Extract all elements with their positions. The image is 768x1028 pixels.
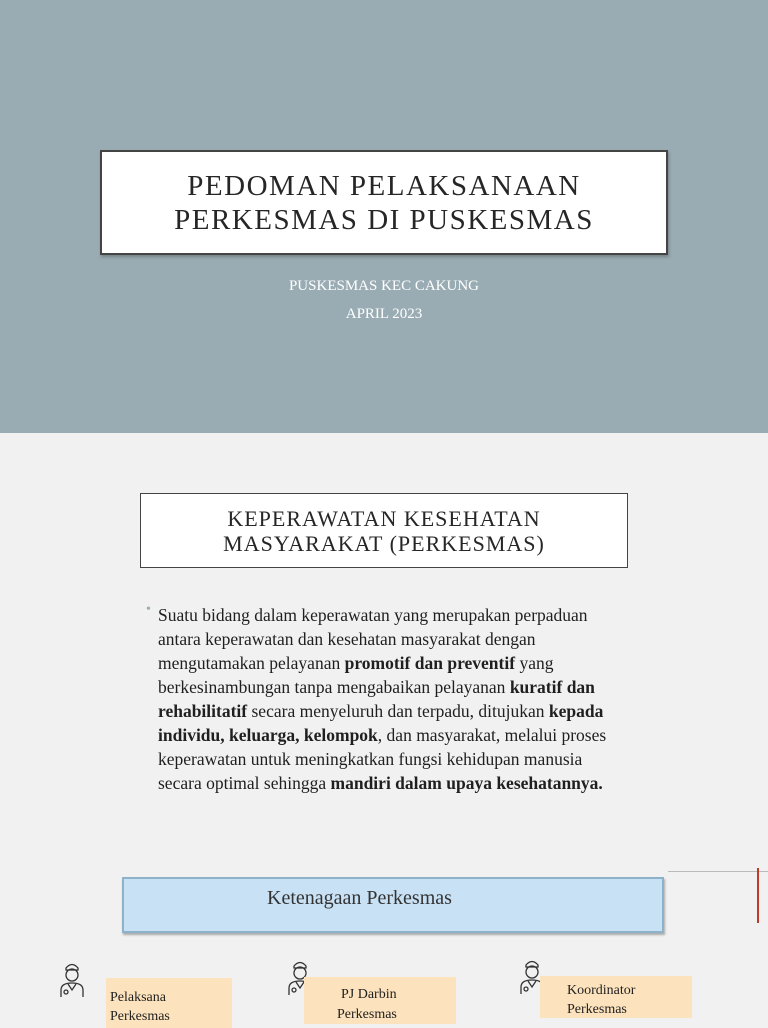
role-label-line-1: Pelaksana [110, 990, 166, 1005]
role-box-pj-darbin [304, 977, 456, 1024]
accent-line [757, 868, 759, 923]
para-bold-target: kepada individu, keluarga, kelompok [158, 701, 604, 745]
role-label-line-1: Koordinator [567, 983, 636, 998]
title-line-1: PEDOMAN PELAKSANAAN [187, 169, 581, 202]
role-box-pelaksana [106, 978, 232, 1028]
para-text-4: , dan masyarakat, melalui proses keperawatan untuk meningkatkan fungsi kehidupan manusia secara optimal sehingga [158, 725, 607, 793]
ketenagaan-banner [122, 877, 664, 933]
definition-paragraph [158, 603, 628, 795]
role-label-line-2: Perkesmas [337, 1007, 397, 1022]
title-line-2: PERKESMAS DI PUSKESMAS [174, 203, 594, 236]
ketenagaan-label: Ketenagaan Perkesmas [267, 887, 452, 909]
content-slide [0, 433, 768, 1024]
subtitle-date: APRIL 2023 [345, 306, 423, 322]
para-text-1: Suatu bidang dalam keperawatan yang merupakan perpaduan antara keperawatan dan kesehatan masyarakat dengan mengutamakan pelayanan [158, 605, 588, 673]
section-heading-line-2: MASYARAKAT (PERKESMAS) [223, 530, 545, 556]
role-label-line-1: PJ Darbin [341, 987, 397, 1002]
para-bold-promotif: promotif dan preventif [344, 653, 516, 673]
para-text-3: secara menyeluruh dan terpadu, ditujukan [247, 701, 549, 721]
para-text-2: yang berkesinambungan tanpa mengabaikan pelayanan [158, 653, 554, 697]
subtitle-institution: PUSKESMAS KEC CAKUNG [288, 278, 480, 294]
title-slide [0, 0, 768, 433]
nurse-icon [58, 960, 86, 998]
title-box [100, 150, 668, 255]
role-label-line-2: Perkesmas [567, 1002, 627, 1017]
section-heading-box [140, 493, 628, 568]
divider-line [668, 871, 768, 872]
section-heading-line-1: KEPERAWATAN KESEHATAN [227, 505, 541, 531]
para-bold-kuratif: kuratif dan rehabilitatif [158, 677, 595, 721]
role-box-koordinator [540, 976, 692, 1018]
para-bold-mandiri: mandiri dalam upaya kesehatannya. [330, 773, 603, 793]
role-label-line-2: Perkesmas [110, 1009, 170, 1024]
bullet-point-icon: • [146, 602, 151, 617]
